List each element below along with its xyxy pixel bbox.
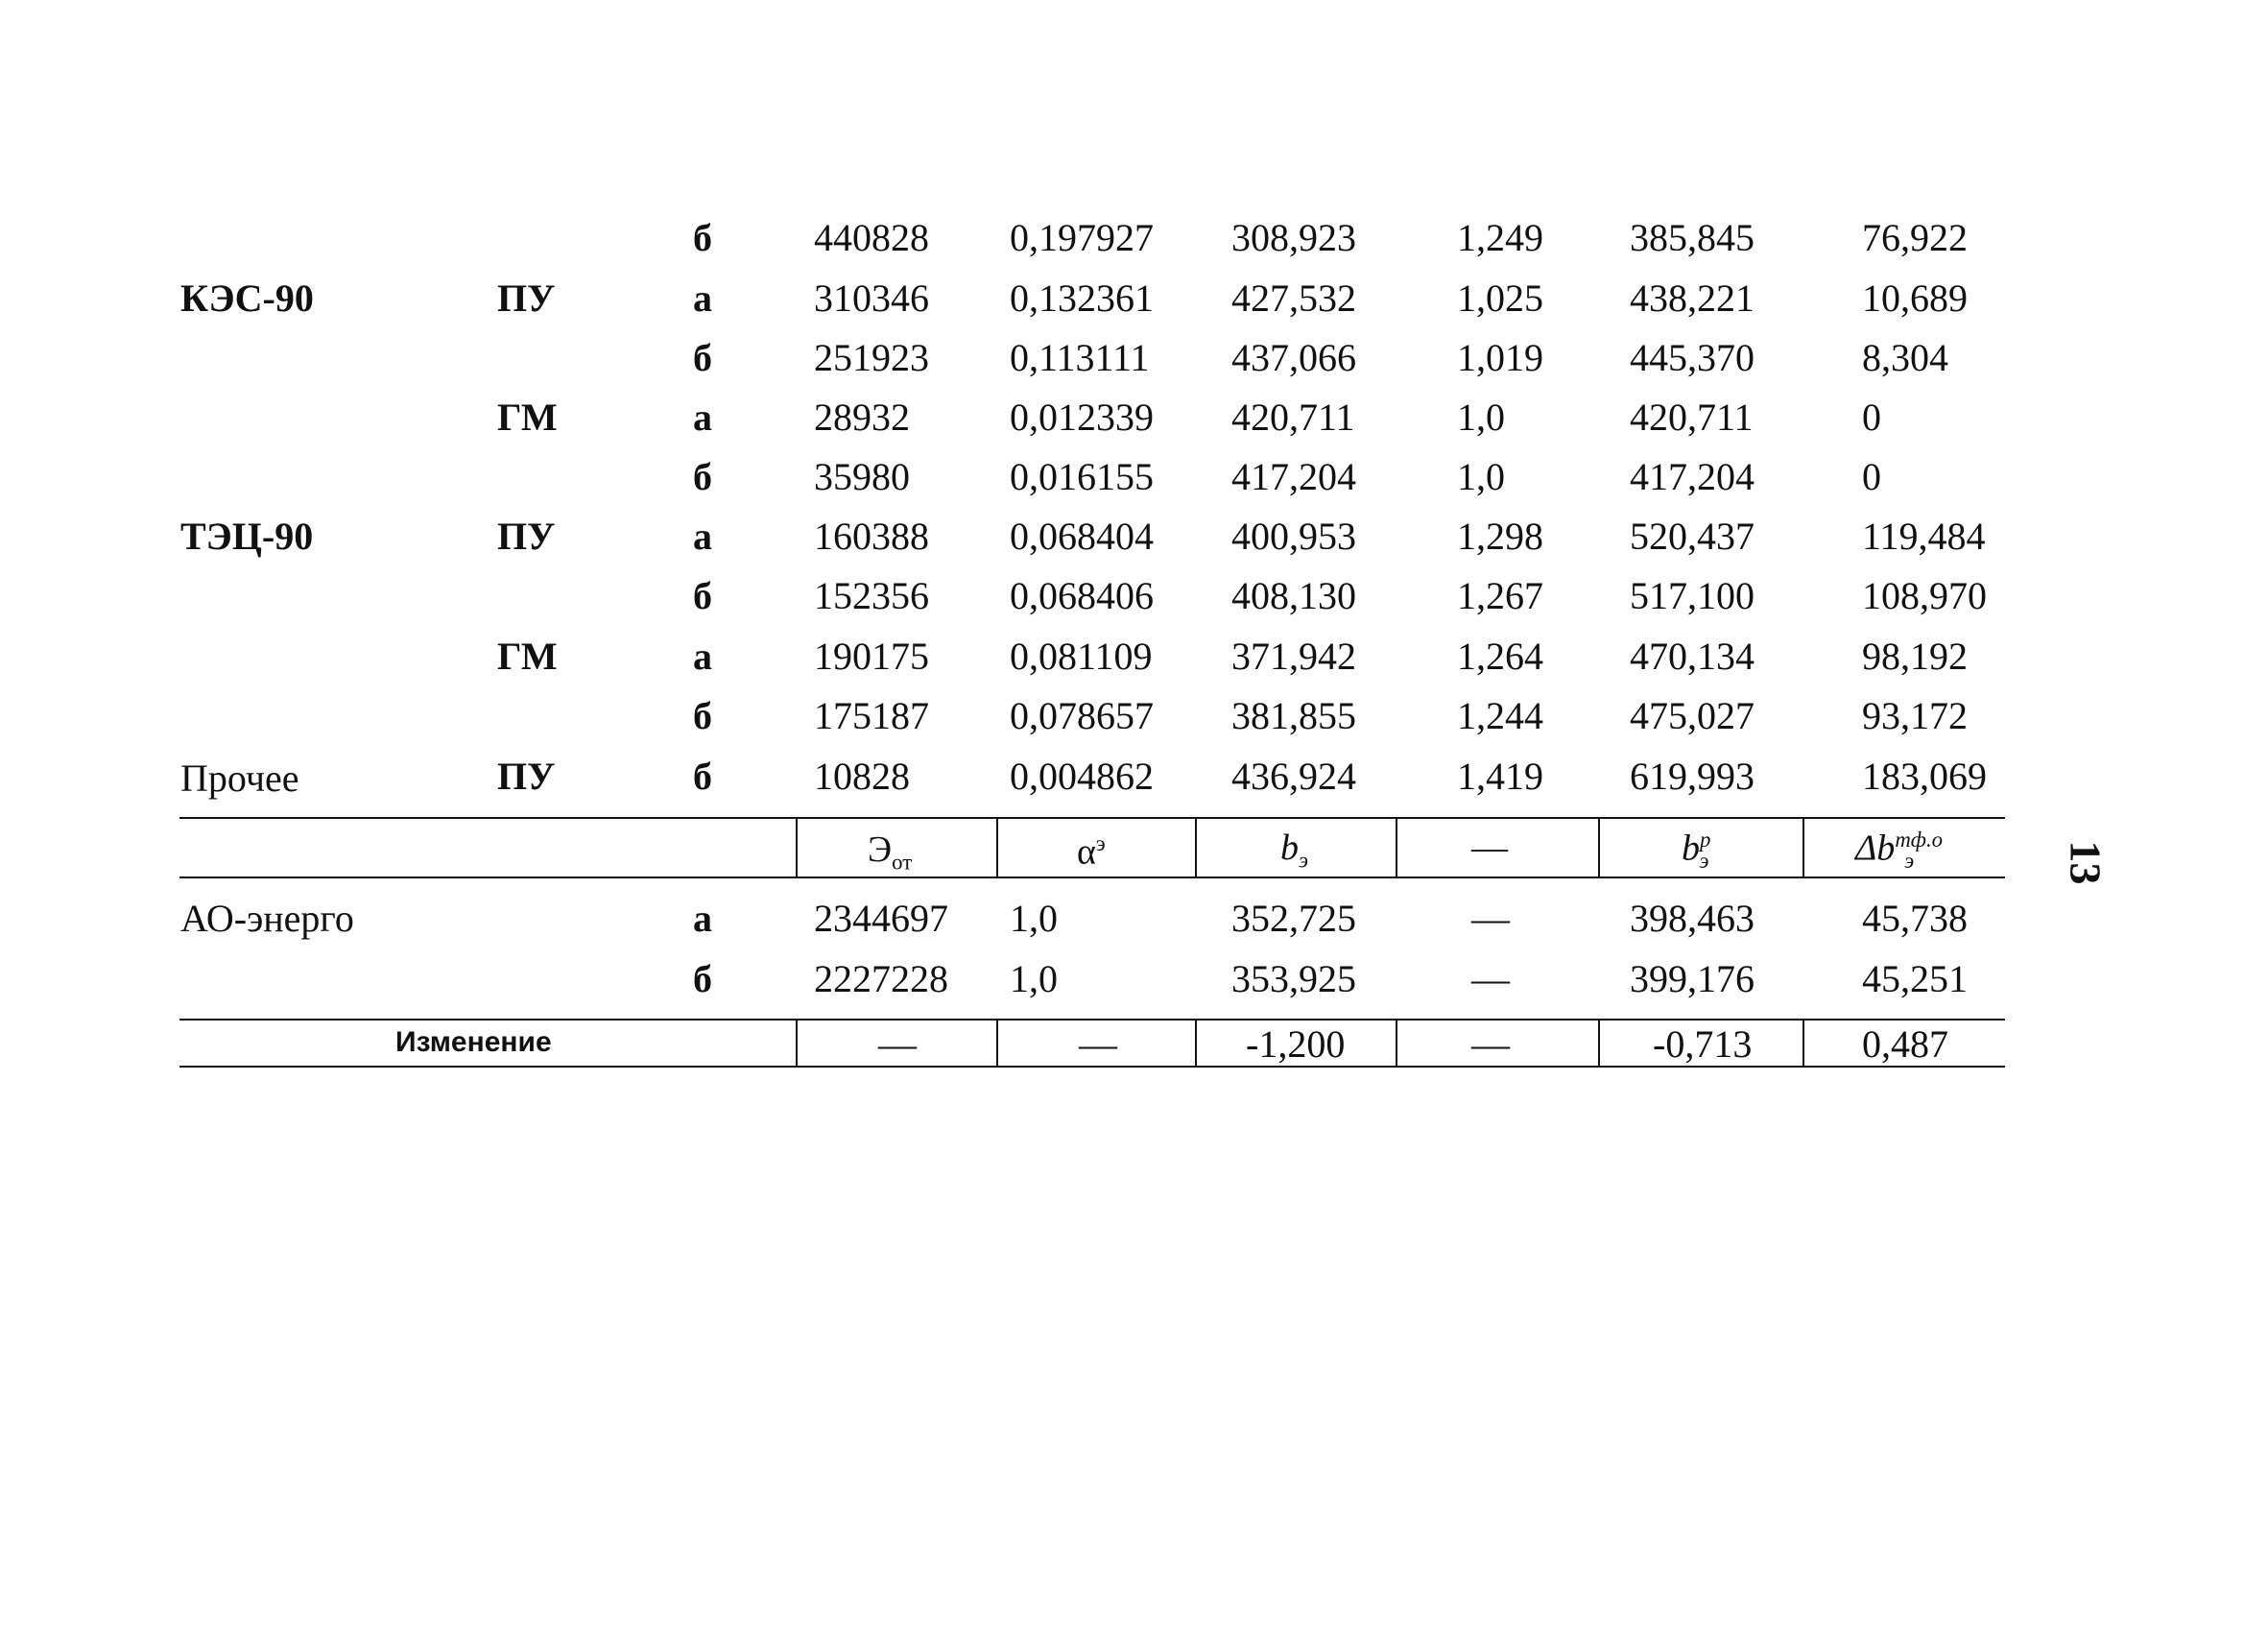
variant-cell: б: [693, 755, 712, 798]
variant-cell: б: [693, 574, 712, 617]
variant-cell: б: [693, 694, 712, 737]
alpha-cell: 1,0: [1010, 897, 1058, 940]
alpha-cell: 0,016155: [1010, 455, 1154, 498]
column-divider: [1802, 1019, 1804, 1068]
b-cell: 436,924: [1231, 755, 1356, 798]
bp-cell: 470,134: [1630, 635, 1755, 678]
energy-header: $Э_{от}$: [868, 829, 913, 875]
variant-cell: а: [693, 396, 712, 439]
b-cell: 381,855: [1231, 694, 1356, 737]
bp-cell: 619,993: [1630, 755, 1755, 798]
db-cell: 93,172: [1862, 694, 1968, 737]
column-divider: [1396, 817, 1397, 878]
change-alpha: —: [1079, 1022, 1117, 1066]
k-cell: 1,0: [1457, 455, 1505, 498]
db-cell: 45,251: [1862, 957, 1968, 1000]
fuel-cell: ПУ: [497, 276, 556, 320]
k-cell: 1,419: [1457, 755, 1543, 798]
k-cell: 1,298: [1457, 515, 1543, 558]
alpha-cell: 0,081109: [1010, 635, 1153, 678]
k-cell: 1,0: [1457, 396, 1505, 439]
k-cell: 1,025: [1457, 276, 1543, 320]
energy-cell: 152356: [814, 574, 929, 617]
header-top-rule: [179, 817, 2005, 819]
k-header: —: [1471, 828, 1508, 868]
b-cell: 420,711: [1231, 396, 1355, 439]
change-bottom-rule: [179, 1066, 2005, 1068]
bp-header: $b^р_э$: [1682, 828, 1711, 874]
db-cell: 10,689: [1862, 276, 1968, 320]
page-number: 13: [2061, 840, 2111, 885]
db-header: $\Delta b^{тф.о}_э$: [1855, 828, 1944, 874]
b-cell: 408,130: [1231, 574, 1356, 617]
energy-cell: 2227228: [814, 957, 948, 1000]
change-k: —: [1471, 1022, 1510, 1066]
change-db: 0,487: [1862, 1022, 1948, 1066]
db-cell: 183,069: [1862, 755, 1987, 798]
energy-cell: 175187: [814, 694, 929, 737]
bp-cell: 385,845: [1630, 216, 1755, 259]
db-cell: 8,304: [1862, 336, 1948, 379]
k-cell: 1,244: [1457, 694, 1543, 737]
column-divider: [1802, 817, 1804, 878]
energy-cell: 28932: [814, 396, 910, 439]
energy-cell: 35980: [814, 455, 910, 498]
k-cell: —: [1471, 897, 1510, 940]
b-cell: 427,532: [1231, 276, 1356, 320]
station-cell: ТЭЦ-90: [180, 515, 314, 558]
energy-cell: 310346: [814, 276, 929, 320]
variant-cell: б: [693, 455, 712, 498]
column-divider: [1396, 1019, 1397, 1068]
column-divider: [1598, 1019, 1600, 1068]
k-cell: 1,267: [1457, 574, 1543, 617]
variant-cell: б: [693, 336, 712, 379]
bp-cell: 445,370: [1630, 336, 1755, 379]
bp-cell: 417,204: [1630, 455, 1755, 498]
variant-cell: б: [693, 216, 712, 259]
station-cell: АО-энерго: [180, 897, 354, 940]
b-cell: 417,204: [1231, 455, 1356, 498]
variant-cell: а: [693, 515, 712, 558]
column-divider: [1195, 817, 1197, 878]
b-cell: 353,925: [1231, 957, 1356, 1000]
alpha-cell: 0,078657: [1010, 694, 1154, 737]
column-divider: [796, 1019, 798, 1068]
energy-cell: 2344697: [814, 897, 948, 940]
db-cell: 119,484: [1862, 515, 1986, 558]
b-cell: 371,942: [1231, 635, 1356, 678]
column-divider: [996, 817, 998, 878]
bp-cell: 438,221: [1630, 276, 1755, 320]
alpha-cell: 0,068406: [1010, 574, 1154, 617]
b-cell: 352,725: [1231, 897, 1356, 940]
station-cell: Прочее: [180, 756, 299, 800]
column-divider: [1598, 817, 1600, 878]
header-bottom-rule: [179, 877, 2005, 878]
fuel-cell: ПУ: [497, 515, 556, 558]
change-top-rule: [179, 1019, 2005, 1021]
energy-cell: 190175: [814, 635, 929, 678]
variant-cell: а: [693, 635, 712, 678]
alpha-cell: 1,0: [1010, 957, 1058, 1000]
k-cell: 1,019: [1457, 336, 1543, 379]
bp-cell: 399,176: [1630, 957, 1755, 1000]
bp-cell: 520,437: [1630, 515, 1755, 558]
db-cell: 108,970: [1862, 574, 1987, 617]
db-cell: 0: [1862, 396, 1881, 439]
db-cell: 98,192: [1862, 635, 1968, 678]
energy-cell: 440828: [814, 216, 929, 259]
change-energy: —: [878, 1022, 917, 1066]
variant-cell: а: [693, 276, 712, 320]
db-cell: 76,922: [1862, 216, 1968, 259]
db-cell: 45,738: [1862, 897, 1968, 940]
fuel-cell: ГМ: [497, 635, 558, 678]
alpha-cell: 0,068404: [1010, 515, 1154, 558]
k-cell: —: [1471, 957, 1510, 1000]
db-cell: 0: [1862, 455, 1881, 498]
column-divider: [996, 1019, 998, 1068]
alpha-cell: 0,113111: [1010, 336, 1150, 379]
bp-cell: 398,463: [1630, 897, 1755, 940]
variant-cell: б: [693, 957, 712, 1000]
k-cell: 1,249: [1457, 216, 1543, 259]
change-label: Изменение: [395, 1026, 552, 1058]
bp-cell: 475,027: [1630, 694, 1755, 737]
b-cell: 437,066: [1231, 336, 1356, 379]
energy-cell: 10828: [814, 755, 910, 798]
change-bp: -0,713: [1653, 1022, 1753, 1066]
b-cell: 400,953: [1231, 515, 1356, 558]
variant-cell: а: [693, 897, 712, 940]
alpha-header: $\alpha^э$: [1077, 831, 1106, 873]
column-divider: [1195, 1019, 1197, 1068]
alpha-cell: 0,197927: [1010, 216, 1154, 259]
column-divider: [796, 817, 798, 878]
alpha-cell: 0,132361: [1010, 276, 1154, 320]
alpha-cell: 0,012339: [1010, 396, 1154, 439]
station-cell: КЭС-90: [180, 276, 314, 320]
change-b: -1,200: [1246, 1022, 1346, 1066]
energy-cell: 251923: [814, 336, 929, 379]
b-header: $b_э$: [1280, 828, 1309, 873]
fuel-cell: ГМ: [497, 396, 558, 439]
bp-cell: 420,711: [1630, 396, 1754, 439]
fuel-cell: ПУ: [497, 755, 556, 798]
bp-cell: 517,100: [1630, 574, 1755, 617]
k-cell: 1,264: [1457, 635, 1543, 678]
energy-cell: 160388: [814, 515, 929, 558]
b-cell: 308,923: [1231, 216, 1356, 259]
alpha-cell: 0,004862: [1010, 755, 1154, 798]
